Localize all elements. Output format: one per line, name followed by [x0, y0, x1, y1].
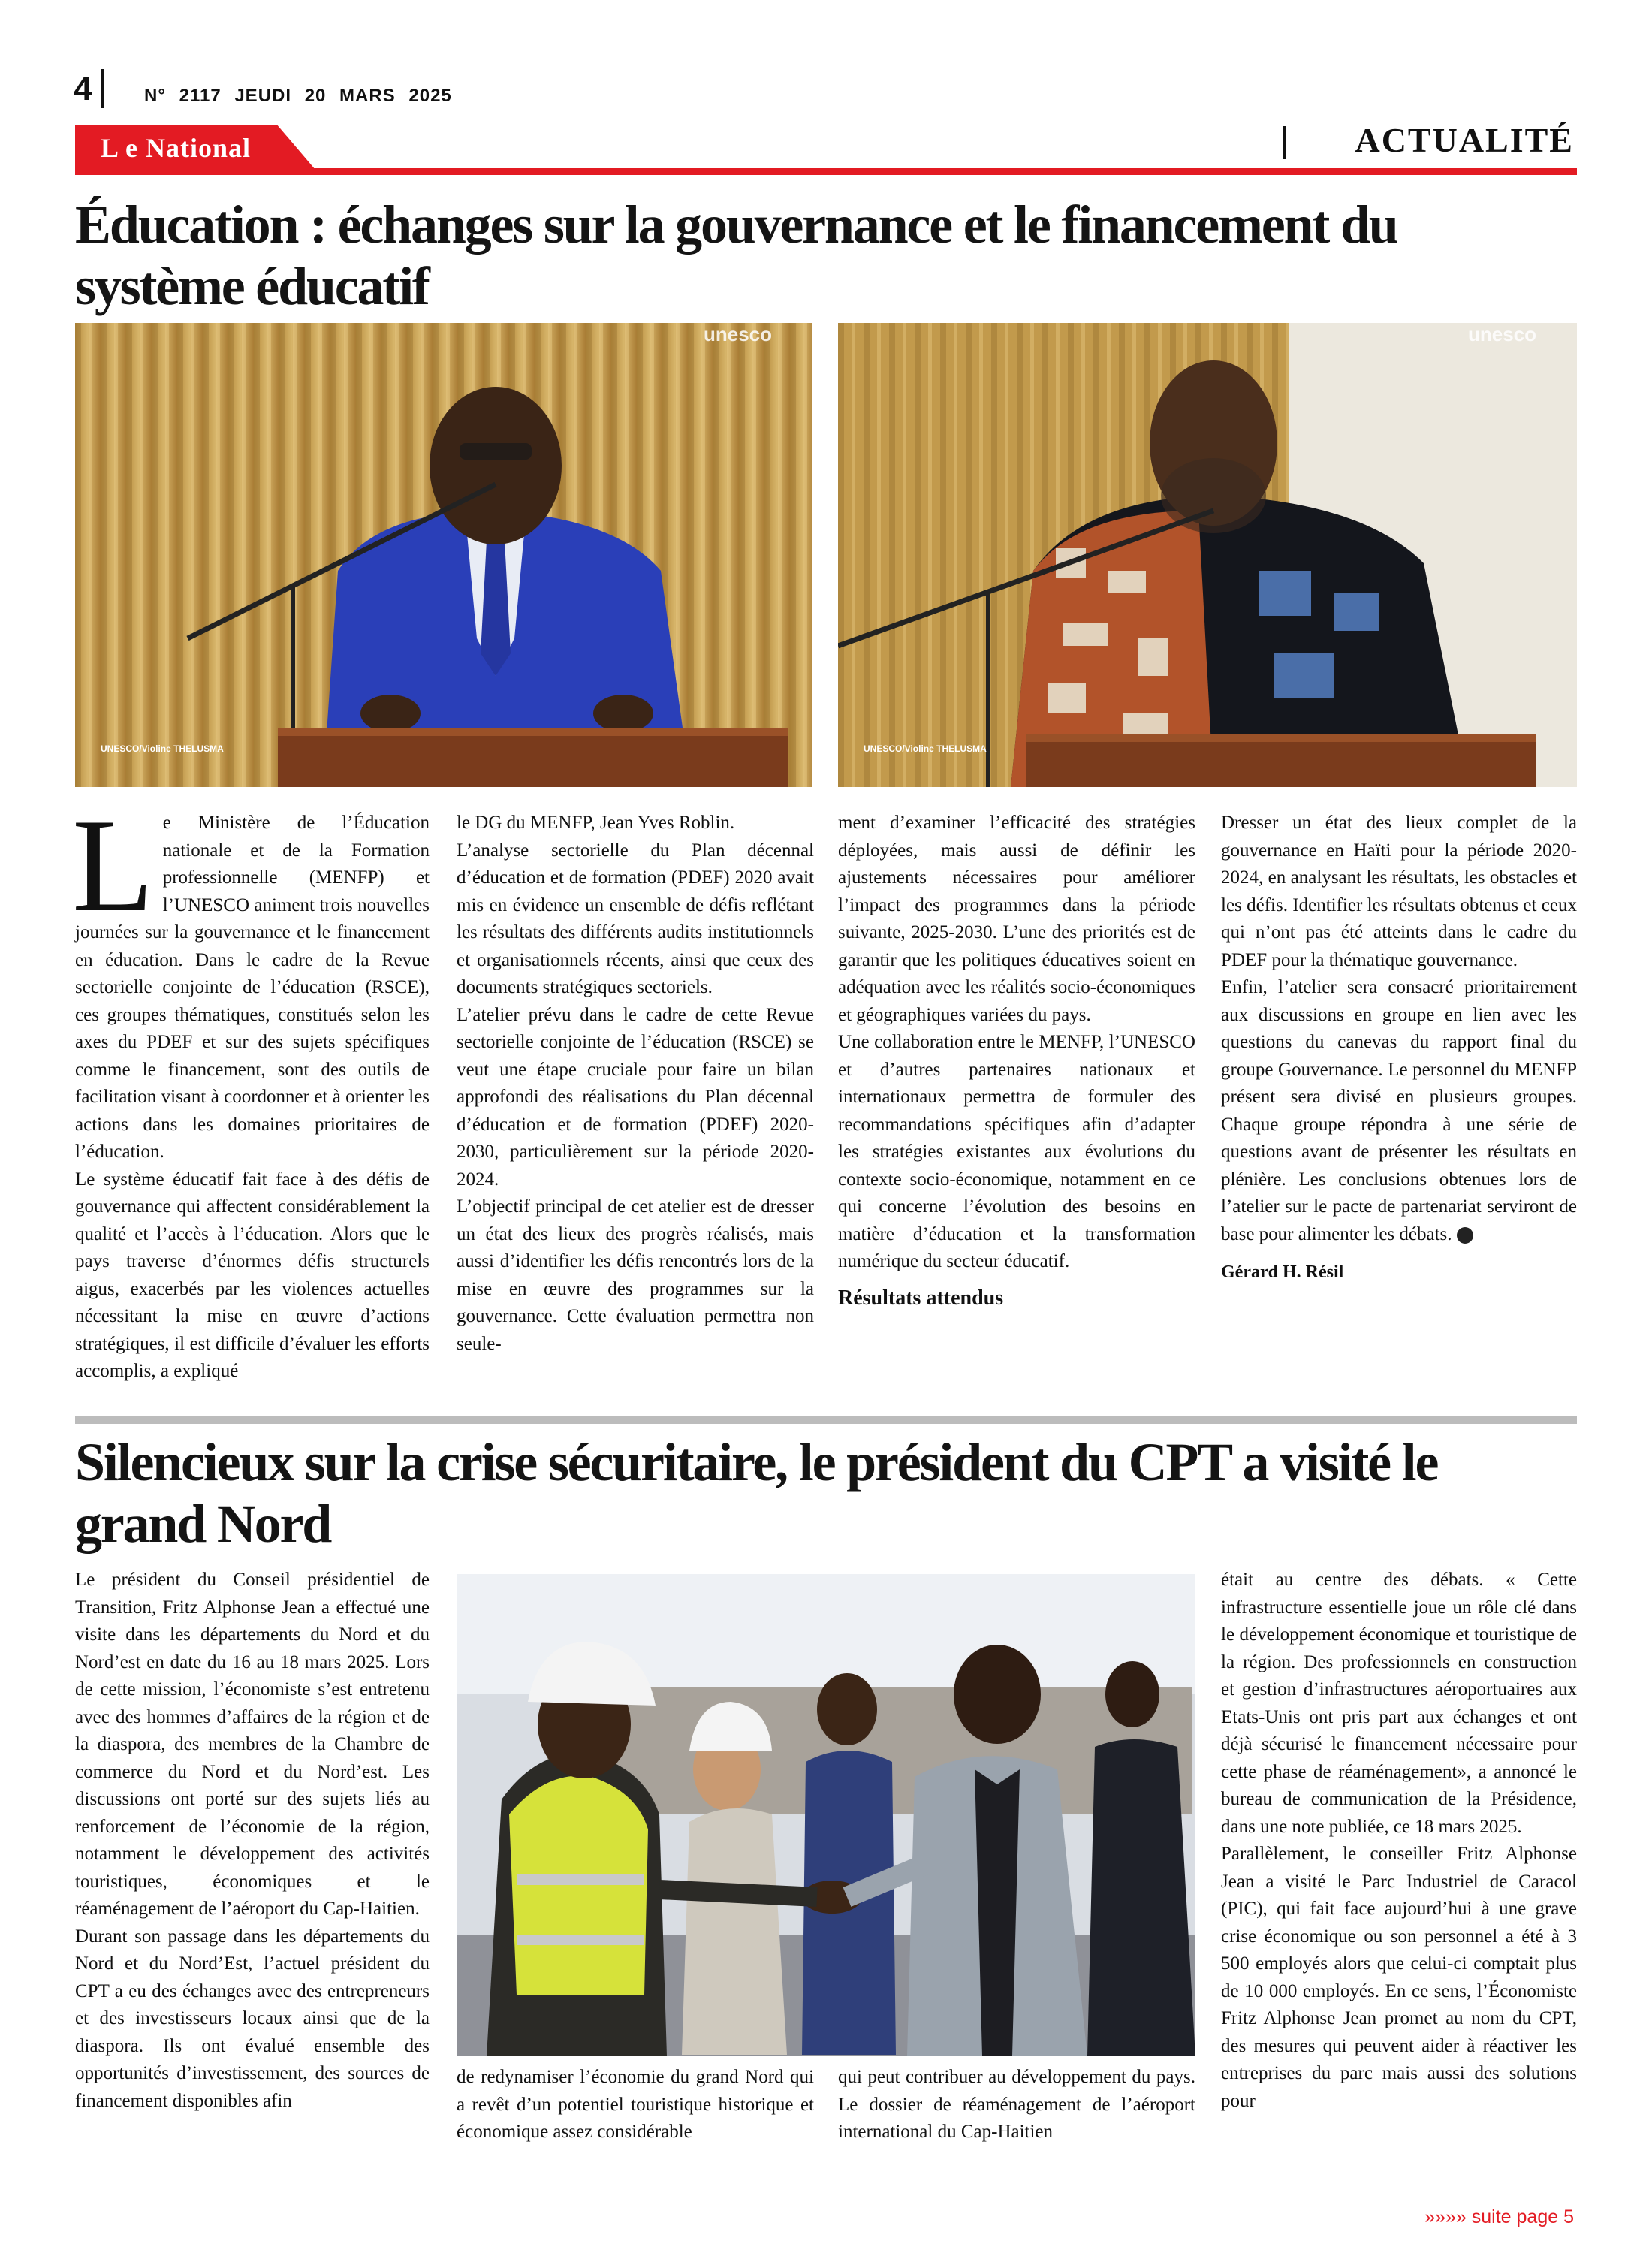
- article1-column-1: [72, 791, 430, 1386]
- end-of-article-mark: [1457, 1227, 1473, 1244]
- issue-line: N° 2117 JEUDI 20 MARS 2025: [144, 86, 452, 106]
- article1-photo-speaker-blue-suit: [75, 323, 812, 787]
- paper-name: L e National: [101, 133, 252, 163]
- paragraph: L’atelier prévu dans le cadre de cette Revue sectorielle conjointe de l’éducation (RSCE) se veut une étape cruciale pour faire un bilan approfondi des réalisations du Plan décennal d’éducation et de formation (PDEF) 2020-2030, particulièrement sur la période 2020-2024.: [457, 1004, 814, 1190]
- article2-column-3: [838, 2064, 1195, 2146]
- article2-column-1: [75, 1567, 430, 2115]
- photo2-credit: UNESCO/Violine THELUSMA: [864, 743, 987, 754]
- paragraph: Parallèlement, le conseiller Fritz Alphonse Jean a visité le Parc Industriel de Caracol (PIC), qui fait face aujourd’hui à une grave crise économique ou son personnel a été à 3 500 employés alors que celui-ci comptait plus de 10 000 employés. En ce sens, l’Économiste Fritz Alphonse Jean promet au nom du CPT, des mesures qui peuvent aider à réactiver les entreprises du parc mais aussi des solutions pour: [1221, 1844, 1577, 2111]
- continued-on-page-link[interactable]: »»»» suite page 5: [1424, 2206, 1574, 2227]
- paragraph: le DG du MENFP, Jean Yves Roblin.: [457, 813, 735, 833]
- paragraph-text: Enfin, l’atelier sera consacré prioritairement aux discussions en groupe en lien avec les questions du canevas du rapport final du groupe Gouvernance. Le personnel du MENFP présent sera divisé en plusieurs groupes. Chaque groupe répondra à une série de questions avant de présenter les résultats en plénière. Les conclusions obtenues lors de l’atelier sur le pacte de partenariat serviront de base pour alimenter les débats.: [1221, 977, 1577, 1244]
- unesco-logo-2: unesco: [1467, 323, 1536, 345]
- rubric-divider: [1283, 126, 1286, 159]
- article-separator: [75, 1416, 1577, 1424]
- article2-column-2: [457, 2064, 814, 2146]
- article1-photo-speaker-patterned-shirt: [838, 323, 1577, 787]
- paragraph: L’objectif principal de cet atelier est de dresser un état des lieux des progrès réalisés, mais aussi d’identifier les défis rencontrés lors de la mise en œuvre des programmes sur la gouvernance. Cette évaluation permettra non seule-: [457, 1196, 814, 1354]
- paragraph: Dresser un état des lieux complet de la gouvernance en Haïti pour la période 2020-2024, en analysant les résultats, les obstacles et les défis. Identifier les résultats obtenus et ceux qui n’ont pas été atteints dans le cadre du PDEF pour la thématique gouvernance.: [1221, 813, 1577, 970]
- article1-headline: Éducation : échanges sur la gouvernance et le financement du système éducatif: [75, 195, 1397, 316]
- article2-photo-handshake: [457, 1574, 1195, 2056]
- article2-column-4: [1221, 1567, 1577, 2115]
- paragraph: Le système éducatif fait face à des défis de gouvernance qui affectent considérablement la qualité et l’accès à l’éducation. Alors que le pays traverse d’énormes défis structurels aigus, exacerbés par les violences actuelles nécessitant la mise en œuvre d’actions stratégiques, il est difficile d’évaluer les efforts accomplis, a expliqué: [75, 1169, 430, 1381]
- article1-column-2: [457, 810, 814, 1358]
- section-rubric: ACTUALITÉ: [1355, 121, 1574, 159]
- article1-column-3: [838, 810, 1195, 1312]
- paragraph: était au centre des débats. « Cette infrastructure essentielle joue un rôle clé dans le développement économique et touristique de la région. Des professionnels en construction et gestion d’infrastructures aéroportuaires aux Etats-Unis ont pris part aux échanges et ont déjà sécurisé le financement nécessaire pour cette phase de réaménagement», a annoncé le bureau de communication de la Présidence, dans une note publiée, ce 18 mars 2025.: [1221, 1570, 1577, 1837]
- article2-headline: Silencieux sur la crise sécuritaire, le président du CPT a visité le grand Nord: [75, 1432, 1438, 1554]
- paragraph: Le président du Conseil présidentiel de Transition, Fritz Alphonse Jean a effectué une visite dans les départements du Nord et du Nord’est en date du 16 au 18 mars 2025. Lors de cette mission, l’économiste s’est entretenu avec des hommes d’affaires de la région et de la diaspora, des membres de la Chambre de commerce du Nord et du Nord’est. Les discussions ont porté sur des sujets liés au renforcement de l’économie de la région, notamment le développement des activités touristiques, économiques et le réaménagement de l’aéroport du Cap-Haitien.: [75, 1570, 430, 1919]
- paragraph: Durant son passage dans les départements du Nord et du Nord’Est, l’actuel président du CPT a eu des échanges avec des entrepreneurs et des investisseurs locaux ainsi que de la diaspora. Ils ont évalué ensemble des opportunités d’investissement, des sources de financement disponibles afin: [75, 1926, 430, 2111]
- paragraph: L’analyse sectorielle du Plan décennal d’éducation et de formation (PDEF) 2020 avait mis en évidence un ensemble de défis reflétant les résultats des différents audits institutionnels et organisationnels récents, ainsi que ceux des documents stratégiques sectoriels.: [457, 840, 814, 997]
- author-byline: Gérard H. Résil: [1221, 1262, 1344, 1282]
- header-rule: [75, 168, 1577, 175]
- subheading-expected-results: Résultats attendus: [838, 1286, 1004, 1310]
- drop-cap: L: [72, 791, 154, 940]
- paragraph: ment d’examiner l’efficacité des stratégies déployées, mais aussi de définir les ajustements nécessaires pour améliorer l’impact des programmes dans la période suivante, 2025-2030. L’une des priorités est de garantir que les politiques éducatives soient en adéquation avec les réalités socio-économiques et géographiques variées du pays.: [838, 813, 1195, 1025]
- page-number: 4: [74, 71, 92, 107]
- photo1-credit: UNESCO/Violine THELUSMA: [101, 743, 224, 754]
- paragraph: qui peut contribuer au développement du pays. Le dossier de réaménagement de l’aéroport international du Cap-Haitien: [838, 2067, 1195, 2142]
- unesco-logo: unesco: [703, 323, 772, 345]
- header-divider: [101, 69, 104, 108]
- paragraph: de redynamiser l’économie du grand Nord qui a revêt d’un potentiel touristique historique et économique assez considérable: [457, 2067, 814, 2142]
- paragraph: [1221, 974, 1577, 1248]
- article1-column-4: [1221, 810, 1577, 1286]
- paragraph: e Ministère de l’Éducation nationale et de la Formation professionnelle (MENFP) et l’UNESCO animent trois nouvelles journées sur la gouvernance et le financement en éducation. Dans le cadre de la Revue sectorielle conjointe de l’éducation (RSCE), ces groupes thématiques, constitués selon les axes du PDEF et sur des sujets spécifiques comme le financement, sont des outils de facilitation visant à coordonner et à orienter les actions dans les domaines prioritaires de l’éducation.: [75, 813, 430, 1162]
- paragraph: Une collaboration entre le MENFP, l’UNESCO et d’autres partenaires nationaux et internationaux permettra de formuler des recommandations spécifiques afin d’adapter les stratégies existantes aux évolutions du contexte socio-économique, notamment en ce qui concerne l’évolution des besoins en matière d’éducation et la transformation numérique du secteur éducatif.: [838, 1032, 1195, 1271]
